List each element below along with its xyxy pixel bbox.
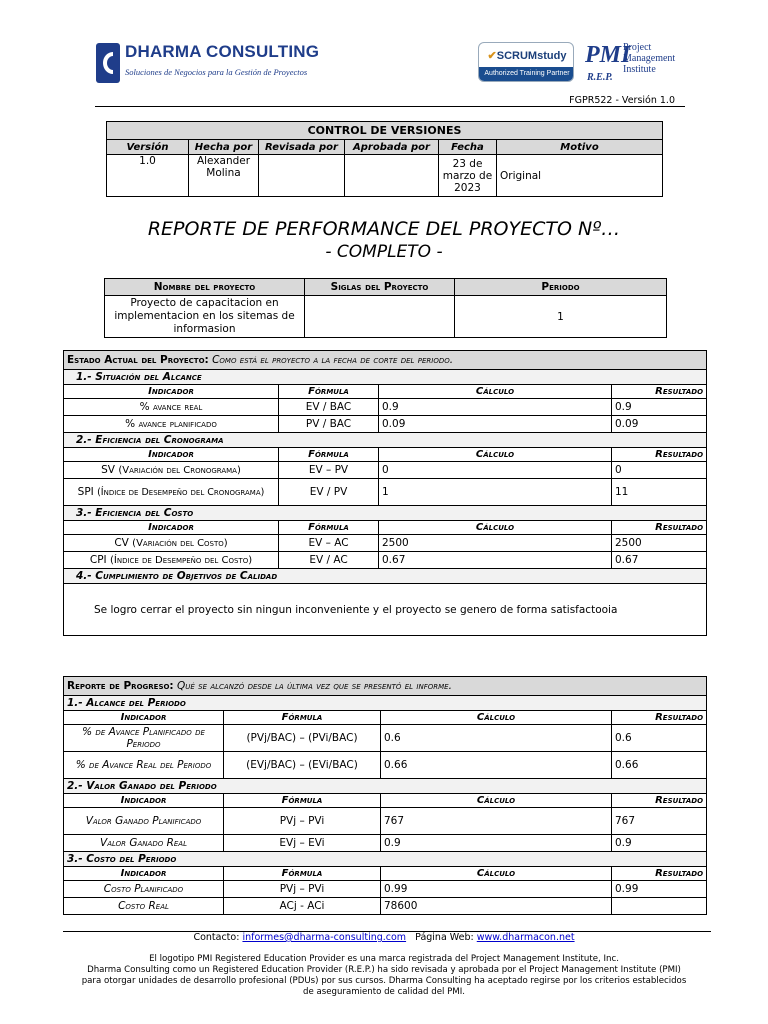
dharma-logo-icon: [95, 42, 121, 84]
indicador-cell: Valor Ganado Real: [64, 835, 224, 852]
company-tagline: Soluciones de Negocios para la Gestión de Proyectos: [125, 67, 308, 77]
report-title: REPORTE DE PERFORMANCE DEL PROYECTO Nº…: [147, 218, 621, 240]
header-divider: [95, 106, 685, 107]
calculo-cell: 1: [379, 479, 612, 506]
estado-alcance-col-formula: Fórmula: [279, 385, 379, 399]
table-row: [64, 535, 707, 552]
formula-cell: EV / BAC: [279, 399, 379, 416]
indicador-cell: SPI (Índice de Desempeño del Cronograma): [64, 479, 279, 506]
calculo-cell: 0: [379, 462, 612, 479]
estado-costo-col-resultado: Resultado: [612, 521, 707, 535]
estado-cronograma-title: 2.- Eficiencia del Cronograma: [64, 433, 707, 448]
progreso-valor-col-calculo: Cálculo: [381, 794, 612, 808]
progreso-alcance-col-formula: Fórmula: [224, 711, 381, 725]
progreso-costo-col-formula: Fórmula: [224, 867, 381, 881]
col-motivo: Motivo: [497, 140, 663, 155]
formula-cell: EV / AC: [279, 552, 379, 569]
table-row: [64, 479, 707, 506]
revisada-por-value: [259, 155, 345, 197]
table-row: [64, 835, 707, 852]
pmi-rep-label: R.E.P.: [587, 72, 613, 83]
formula-cell: EV – PV: [279, 462, 379, 479]
resultado-cell: 0.6: [612, 725, 707, 752]
estado-cronograma-col-calculo: Cálculo: [379, 448, 612, 462]
aprobada-por-value: [345, 155, 439, 197]
disclaimer-line-2: Dharma Consulting como un Registered Education Provider (R.E.P.) ha sido revisada y aprobada por el Project Management Institute (PMI) para otorgar unidades de desarrollo profesional (PDUs) por sus cursos. Dharma Consulting ha aceptado regirse por los criterios establecidos de aseguramiento de calidad del PMI.: [81, 965, 687, 997]
calculo-cell: 0.99: [381, 881, 612, 898]
indicador-cell: % de Avance Planificado de Periodo: [64, 725, 224, 752]
col-fecha: Fecha: [439, 140, 497, 155]
formula-cell: EV / PV: [279, 479, 379, 506]
version-value: 1.0: [107, 155, 189, 197]
formula-cell: PV / BAC: [279, 416, 379, 433]
progreso-alcance-col-resultado: Resultado: [612, 711, 707, 725]
estado-cronograma-col-resultado: Resultado: [612, 448, 707, 462]
contact-label: Contacto:: [193, 932, 240, 943]
indicador-cell: CV (Variación del Costo): [64, 535, 279, 552]
estado-alcance-col-indicador: Indicador: [64, 385, 279, 399]
resultado-cell: 2500: [612, 535, 707, 552]
progreso-valor-title: 2.- Valor Ganado del Periodo: [64, 779, 707, 794]
progreso-alcance-col-indicador: Indicador: [64, 711, 224, 725]
indicador-cell: % de Avance Real del Periodo: [64, 752, 224, 779]
progreso-title: Reporte de Progreso:: [67, 680, 174, 692]
formula-cell: EVj – EVi: [224, 835, 381, 852]
table-row: [64, 416, 707, 433]
motivo-value: Original: [497, 155, 663, 197]
web-label: Página Web:: [415, 932, 474, 943]
formula-cell: PVj – PVi: [224, 881, 381, 898]
hecha-por-value: Alexander Molina: [189, 155, 259, 197]
reporte-progreso-table: [63, 676, 707, 915]
estado-section-header: [64, 351, 707, 370]
resultado-cell: 0.66: [612, 752, 707, 779]
table-row: [64, 552, 707, 569]
indicador-cell: % avance real: [64, 399, 279, 416]
disclaimer-line-1: El logotipo PMI Registered Education Provider es una marca registrada del Project Management Institute, Inc.: [149, 954, 619, 964]
project-periodo-value: 1: [455, 296, 667, 338]
resultado-cell: 0: [612, 462, 707, 479]
footer-disclaimer: [80, 954, 688, 998]
progreso-alcance-title: 1.- Alcance del Periodo: [64, 696, 707, 711]
estado-costo-title: 3.- Eficiencia del Costo: [64, 506, 707, 521]
table-row: [64, 725, 707, 752]
formula-cell: (PVj/BAC) – (PVi/BAC): [224, 725, 381, 752]
contact-email-link[interactable]: informes@dharma-consulting.com: [242, 932, 407, 943]
estado-costo-col-calculo: Cálculo: [379, 521, 612, 535]
form-code: FGPR522 - Versión 1.0: [569, 95, 675, 106]
version-control-table: [106, 121, 663, 197]
calculo-cell: 0.09: [379, 416, 612, 433]
estado-cronograma-col-formula: Fórmula: [279, 448, 379, 462]
resultado-cell: [612, 898, 707, 915]
pmi-mark: PMI: [585, 42, 631, 68]
col-siglas-proyecto: Siglas del Proyecto: [305, 279, 455, 296]
table-row: [64, 462, 707, 479]
web-url-link[interactable]: www.dharmacon.net: [476, 932, 575, 943]
progreso-subtitle: Qué se alcanzó desde la última vez que se presentó el informe.: [176, 680, 452, 692]
estado-alcance-col-resultado: Resultado: [612, 385, 707, 399]
table-row: [64, 898, 707, 915]
calculo-cell: 767: [381, 808, 612, 835]
col-periodo: Periodo: [455, 279, 667, 296]
scrumstudy-logo-subtitle: Authorized Training Partner: [479, 67, 574, 81]
footer-contact: [0, 932, 768, 943]
fecha-value: 23 de marzo de 2023: [439, 155, 497, 197]
calculo-cell: 78600: [381, 898, 612, 915]
indicador-cell: Valor Ganado Planificado: [64, 808, 224, 835]
project-name-value: Proyecto de capacitacion en implementacion en los sitemas de informasion: [105, 296, 305, 338]
calculo-cell: 2500: [379, 535, 612, 552]
table-row: [64, 752, 707, 779]
table-row: [64, 808, 707, 835]
pmi-rep-logo: [585, 42, 685, 88]
resultado-cell: 11: [612, 479, 707, 506]
progreso-alcance-col-calculo: Cálculo: [381, 711, 612, 725]
table-row: [64, 881, 707, 898]
progreso-costo-col-calculo: Cálculo: [381, 867, 612, 881]
col-aprobada-por: Aprobada por: [345, 140, 439, 155]
estado-costo-col-formula: Fórmula: [279, 521, 379, 535]
formula-cell: ACj - ACi: [224, 898, 381, 915]
scrumstudy-logo: [478, 42, 574, 82]
calculo-cell: 0.9: [381, 835, 612, 852]
project-info-table: [104, 278, 667, 338]
version-control-title: CONTROL DE VERSIONES: [107, 122, 663, 140]
col-revisada-por: Revisada por: [259, 140, 345, 155]
formula-cell: EV – AC: [279, 535, 379, 552]
col-hecha-por: Hecha por: [189, 140, 259, 155]
resultado-cell: 0.99: [612, 881, 707, 898]
formula-cell: (EVj/BAC) – (EVi/BAC): [224, 752, 381, 779]
calculo-cell: 0.67: [379, 552, 612, 569]
dharma-consulting-logo: [95, 40, 320, 88]
estado-cronograma-col-indicador: Indicador: [64, 448, 279, 462]
estado-costo-col-indicador: Indicador: [64, 521, 279, 535]
estado-title: Estado Actual del Proyecto:: [67, 354, 209, 366]
resultado-cell: 0.09: [612, 416, 707, 433]
calidad-text: Se logro cerrar el proyecto sin ningun inconveniente y el proyecto se genero de forma satisfactooia: [64, 584, 707, 636]
progreso-valor-col-formula: Fórmula: [224, 794, 381, 808]
estado-alcance-col-calculo: Cálculo: [379, 385, 612, 399]
calculo-cell: 0.6: [381, 725, 612, 752]
calculo-cell: 0.66: [381, 752, 612, 779]
indicador-cell: SV (Variación del Cronograma): [64, 462, 279, 479]
progreso-section-header: [64, 677, 707, 696]
project-siglas-value: [305, 296, 455, 338]
pmi-name: Project Management Institute: [623, 42, 676, 75]
formula-cell: PVj – PVi: [224, 808, 381, 835]
company-name: DHARMA CONSULTING: [125, 42, 320, 61]
progreso-costo-title: 3.- Costo del Periodo: [64, 852, 707, 867]
resultado-cell: 767: [612, 808, 707, 835]
progreso-valor-col-resultado: Resultado: [612, 794, 707, 808]
progreso-costo-col-resultado: Resultado: [612, 867, 707, 881]
progreso-costo-col-indicador: Indicador: [64, 867, 224, 881]
scrumstudy-logo-text: ✔SCRUMstudy: [487, 50, 567, 62]
resultado-cell: 0.9: [612, 399, 707, 416]
estado-alcance-title: 1.- Situación del Alcance: [64, 370, 707, 385]
report-status: - COMPLETO -: [325, 242, 443, 262]
calculo-cell: 0.9: [379, 399, 612, 416]
indicador-cell: Costo Real: [64, 898, 224, 915]
estado-subtitle: Como está el proyecto a la fecha de corte del periodo.: [212, 354, 454, 366]
estado-actual-table: [63, 350, 707, 636]
col-nombre-proyecto: Nombre del proyecto: [105, 279, 305, 296]
resultado-cell: 0.9: [612, 835, 707, 852]
indicador-cell: % avance planificado: [64, 416, 279, 433]
indicador-cell: Costo Planificado: [64, 881, 224, 898]
resultado-cell: 0.67: [612, 552, 707, 569]
indicador-cell: CPI (Índice de Desempeño del Costo): [64, 552, 279, 569]
progreso-valor-col-indicador: Indicador: [64, 794, 224, 808]
table-row: [64, 399, 707, 416]
estado-calidad-title: 4.- Cumplimiento de Objetivos de Calidad: [64, 569, 707, 584]
col-version: Versión: [107, 140, 189, 155]
